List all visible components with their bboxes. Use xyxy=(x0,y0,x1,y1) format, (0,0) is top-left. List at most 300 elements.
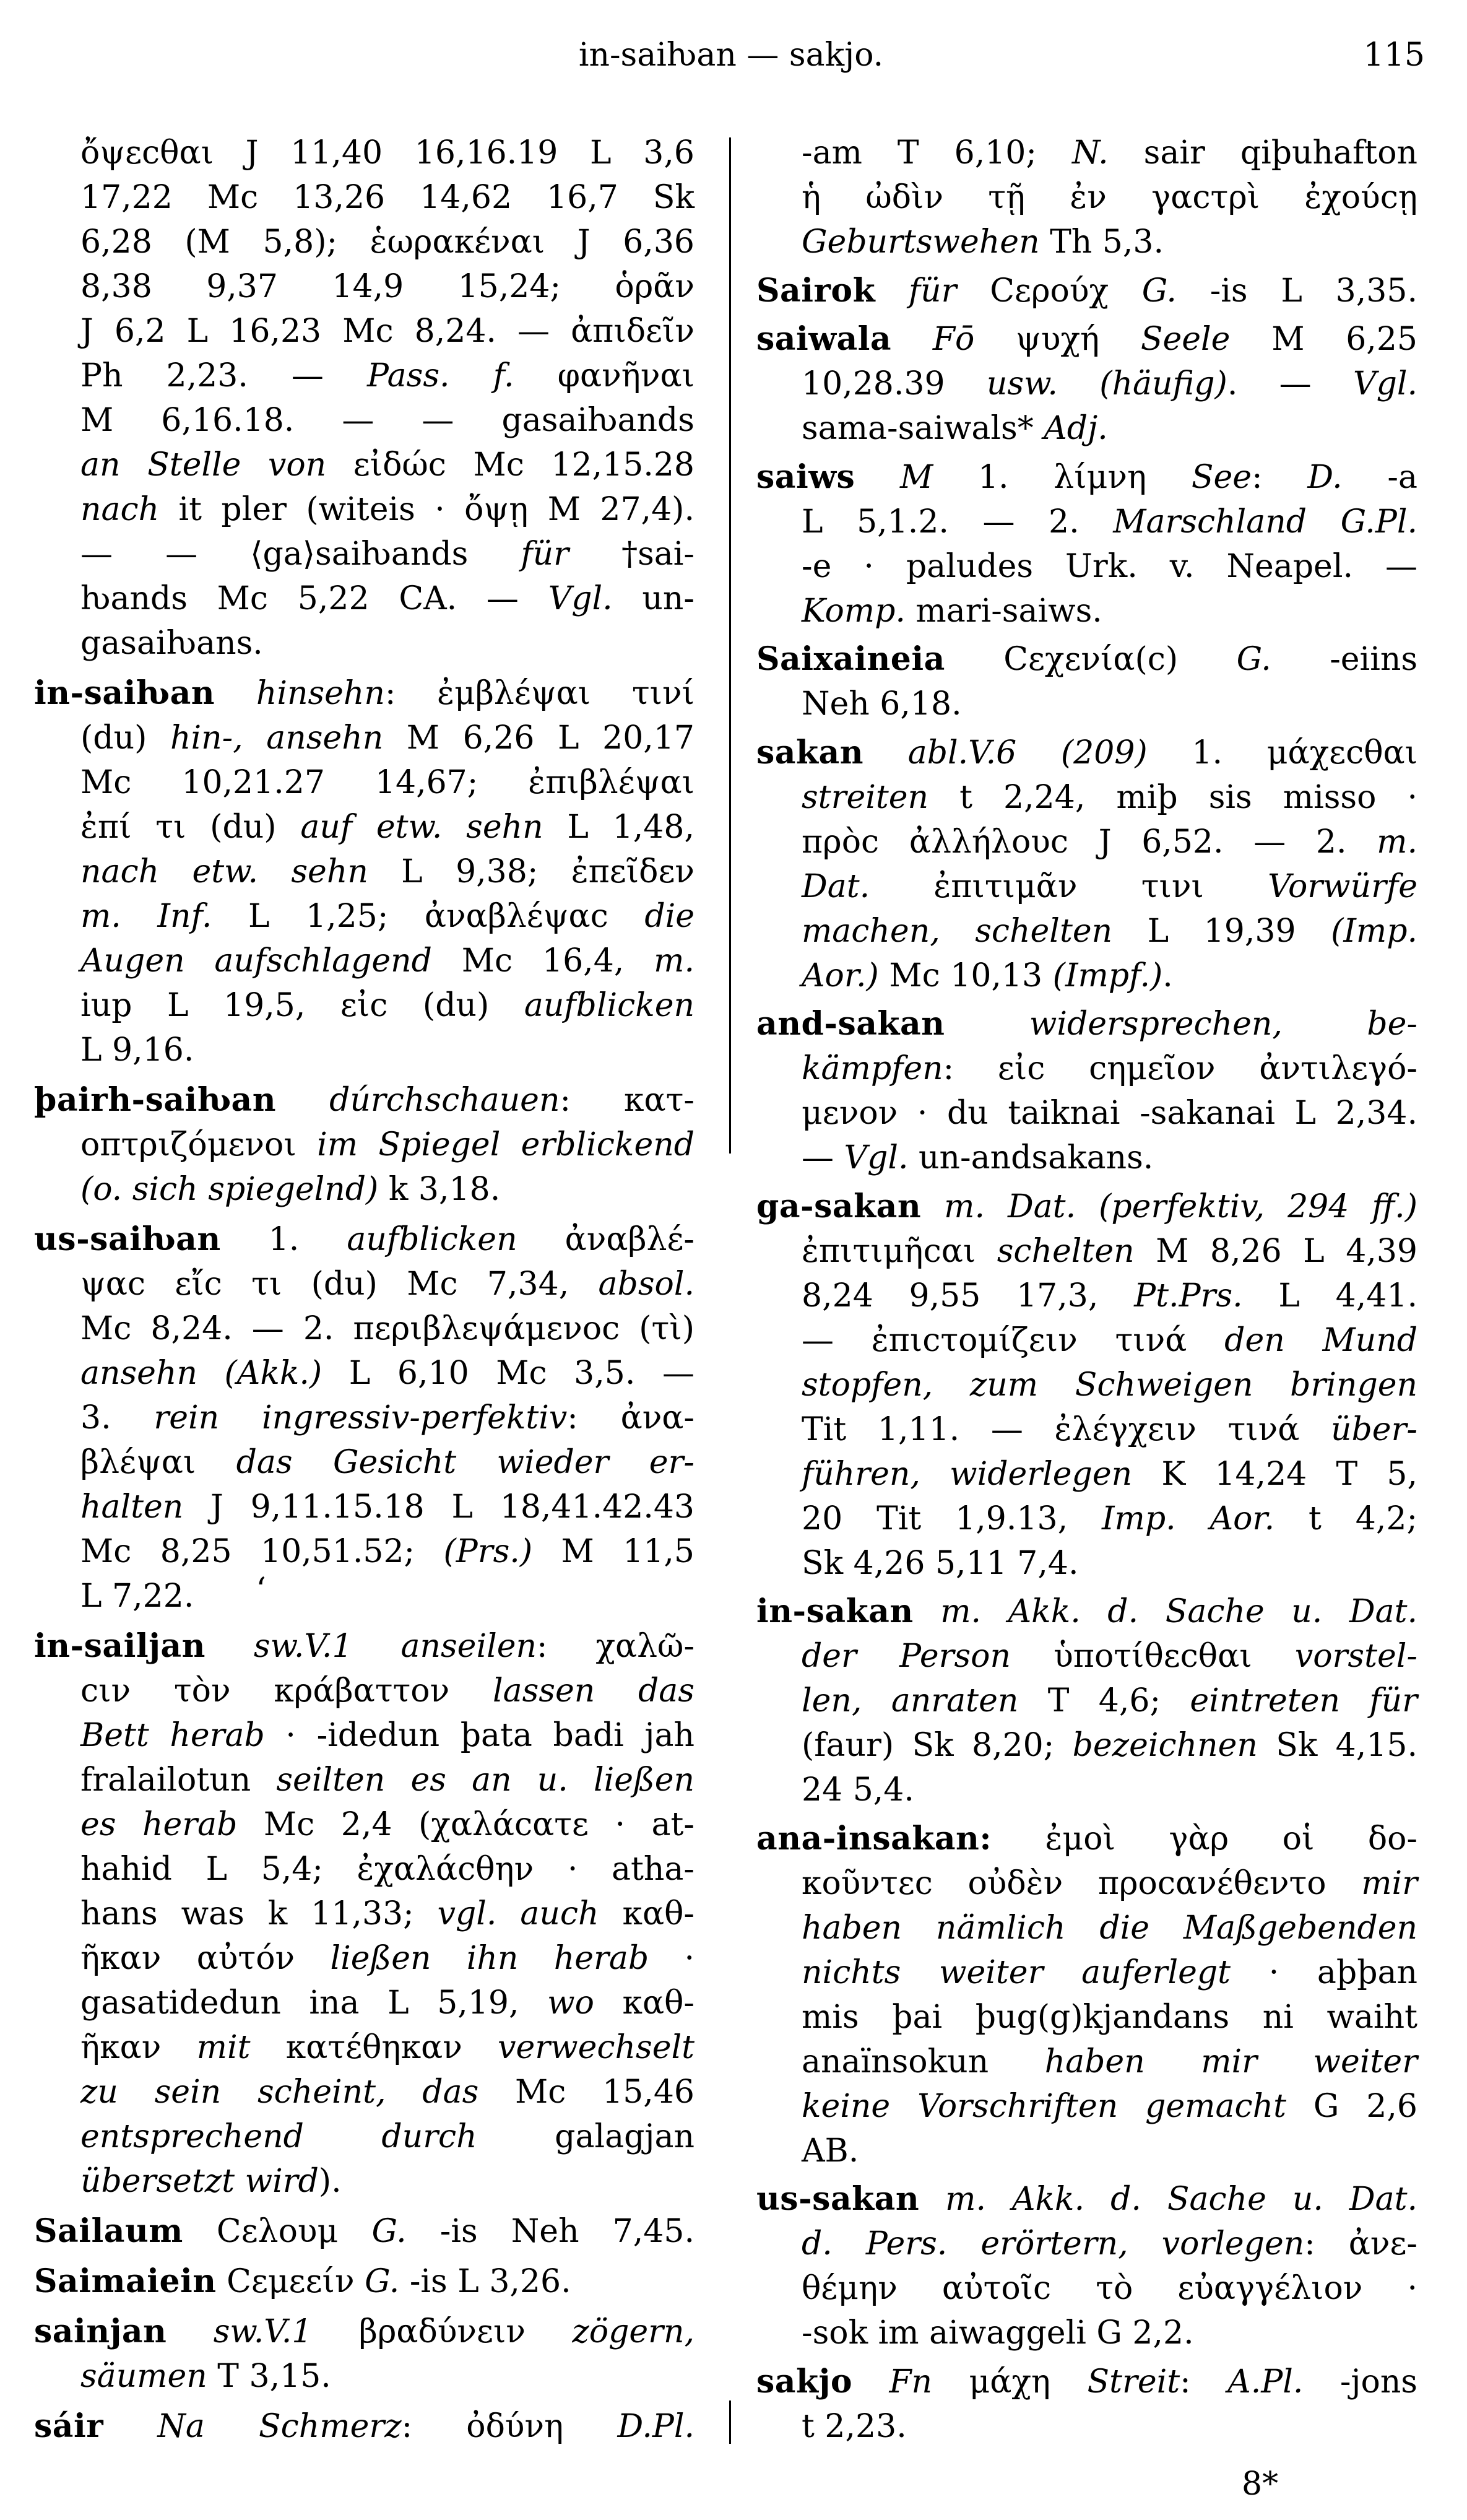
entry-line xyxy=(34,532,695,576)
text-run: 3. xyxy=(80,1399,154,1436)
entry-line xyxy=(34,621,695,666)
dictionary-entry xyxy=(34,2259,695,2304)
italic-text: Dat. xyxy=(802,867,870,905)
entry-line xyxy=(756,1723,1417,1768)
headword-line xyxy=(756,1817,1417,1861)
entry-line xyxy=(756,1136,1417,1180)
headword: and-sakan xyxy=(756,1005,945,1043)
text-run: hahid L 5,4; ἐχαλάϲθην · atha- xyxy=(80,1851,695,1888)
text-run: L 6,10 Mc 3,5. — xyxy=(322,1355,695,1392)
italic-text: usw. (häufig) xyxy=(986,365,1227,402)
entry-line xyxy=(34,1123,695,1167)
italic-text: (Prs.) xyxy=(443,1533,533,1570)
italic-text: Fō xyxy=(932,321,975,358)
italic-text: aufblicken xyxy=(524,987,695,1024)
entry-line xyxy=(34,1936,695,1981)
entry-line xyxy=(34,1262,695,1306)
headword-line xyxy=(756,731,1417,775)
text-run: ƕands Mc 5,22 CA. — xyxy=(80,580,548,617)
text-run: καθ- xyxy=(599,1895,695,1932)
text-run: οπτριζόμενοι xyxy=(80,1126,318,1163)
entry-line xyxy=(756,1363,1417,1407)
headword: in-sakan xyxy=(756,1592,914,1630)
dictionary-entry xyxy=(756,1184,1417,1586)
entry-line xyxy=(756,175,1417,220)
entry-line xyxy=(756,1679,1417,1723)
headword-line xyxy=(756,637,1417,682)
italic-text: m. Inf. xyxy=(80,898,212,935)
entry-line xyxy=(756,1541,1417,1586)
text-run: †sai- xyxy=(569,536,695,573)
entry-line xyxy=(756,362,1417,406)
italic-text: Vgl. xyxy=(1353,365,1418,402)
continued-entry xyxy=(34,131,695,666)
text-run: M 8,26 L 4,39 xyxy=(1134,1232,1417,1270)
text-run: L 1,48, xyxy=(543,809,695,846)
headword-line xyxy=(756,455,1417,500)
text-run xyxy=(167,2313,213,2350)
text-run: galagjan xyxy=(477,2118,695,2155)
italic-text: zu sein scheint, das xyxy=(80,2074,479,2111)
text-run: Ph 2,23. — xyxy=(80,357,367,394)
text-run: 17,22 Mc 13,26 14,62 16,7 Sk xyxy=(80,179,695,216)
text-run xyxy=(875,272,909,310)
dictionary-entry xyxy=(756,317,1417,451)
italic-text: D.Pl. xyxy=(617,2408,695,2445)
text-run: J 6,2 L 16,23 Mc 8,24. — ἀπιδεῖν xyxy=(80,313,695,350)
entry-line xyxy=(34,2114,695,2159)
text-run: L 5,1.2. — 2. xyxy=(802,503,1114,541)
text-run: ϲιν τὸν κράβαττον xyxy=(80,1672,493,1710)
left-column xyxy=(34,131,695,2449)
headword: þairh-saiƕan xyxy=(34,1081,277,1119)
text-run: ῆκαν αὐτόν xyxy=(80,1940,331,1977)
italic-text: M xyxy=(899,458,933,496)
text-run: 1. μάχεϲθαι xyxy=(1147,734,1418,771)
text-run: -is Neh 7,45. xyxy=(406,2213,695,2250)
text-run: t 2,23. xyxy=(802,2407,907,2445)
italic-text: eintreten für xyxy=(1190,1682,1417,1719)
text-run xyxy=(863,734,908,771)
entry-line xyxy=(34,2354,695,2399)
text-run: — ἐπιϲτομίζειν τινά xyxy=(802,1321,1225,1359)
headword-line xyxy=(34,1624,695,1669)
italic-text: A.Pl. xyxy=(1227,2363,1304,2401)
entry-line xyxy=(756,1274,1417,1318)
text-run: καθ- xyxy=(594,1984,695,2022)
italic-text: wo xyxy=(547,1984,594,2022)
italic-text: m. xyxy=(654,942,695,980)
text-run: Ϲερούχ xyxy=(956,272,1142,310)
entry-line xyxy=(34,1847,695,1892)
headword: saiwala xyxy=(756,320,892,358)
text-run: 20 Tit 1,9.13, xyxy=(802,1500,1102,1537)
headword-line xyxy=(34,2309,695,2354)
text-run xyxy=(914,1593,941,1630)
italic-text: len, anraten xyxy=(802,1682,1019,1719)
italic-text: (o. sich spiegelnd) xyxy=(80,1171,379,1208)
text-run: · xyxy=(649,1940,695,1977)
text-run xyxy=(206,1628,254,1665)
text-run: Mc 16,4, xyxy=(431,942,654,980)
text-run: εἰδώϲ Mc 12,15.28 xyxy=(326,446,695,484)
text-run: ἐπί τι (du) xyxy=(80,809,301,846)
headword-line xyxy=(756,2360,1417,2404)
text-run: Mc 10,13 xyxy=(878,957,1053,994)
italic-text: sw.V.1 xyxy=(213,2313,313,2350)
headword: Sailaum xyxy=(34,2212,183,2250)
entry-line xyxy=(756,909,1417,954)
entry-line xyxy=(34,1396,695,1440)
italic-text: über- xyxy=(1331,1410,1417,1448)
headword-line xyxy=(756,269,1417,313)
italic-text: für xyxy=(521,536,569,573)
italic-text: rein ingressiv-perfektiv xyxy=(154,1399,568,1436)
italic-text: See xyxy=(1191,458,1252,496)
italic-text: aufblicken xyxy=(347,1221,517,1258)
entry-line xyxy=(34,1529,695,1574)
italic-text: hin-, ansehn xyxy=(170,719,384,757)
entry-line xyxy=(756,820,1417,864)
entry-line xyxy=(34,849,695,894)
entry-line xyxy=(34,983,695,1028)
italic-text: an Stelle von xyxy=(80,446,327,484)
italic-text: G. xyxy=(371,2213,407,2250)
text-run: . — xyxy=(1227,365,1354,402)
text-run: t 2,24, miþ sis misso · xyxy=(928,778,1417,816)
text-run: : ἀνε- xyxy=(1304,2225,1417,2262)
text-run: (faur) Sk 8,20; xyxy=(802,1727,1073,1764)
entry-line xyxy=(34,1351,695,1396)
text-run: un- xyxy=(612,580,695,617)
headword: sakjo xyxy=(756,2362,852,2401)
entry-line xyxy=(756,131,1417,175)
text-run: -jons xyxy=(1303,2363,1417,2401)
entry-line xyxy=(756,864,1417,909)
text-run: ὄψεϲθαι J 11,40 16,16.19 L 3,6 xyxy=(80,134,695,172)
headword-line xyxy=(34,671,695,716)
text-run: 1. xyxy=(220,1221,347,1258)
entry-line xyxy=(756,1091,1417,1136)
entry-line xyxy=(756,2311,1417,2355)
entry-line xyxy=(34,1571,695,1618)
italic-text: hinsehn xyxy=(256,675,385,712)
headword: ana-insakan: xyxy=(756,1819,992,1857)
italic-text: Komp. xyxy=(802,592,906,630)
text-run: φανῆναι xyxy=(514,357,695,394)
entry-line xyxy=(34,576,695,621)
entry-line xyxy=(756,682,1417,726)
headword-line xyxy=(34,2209,695,2254)
dictionary-entry xyxy=(756,1002,1417,1180)
entry-line xyxy=(756,1452,1417,1497)
text-run: ἡ ὠδὶν τῇ ἐν γαϲτρὶ ἐχούϲῃ xyxy=(802,179,1417,216)
text-run: 1. λίμνη xyxy=(933,458,1192,496)
italic-text: G. xyxy=(365,2263,400,2300)
italic-text: im Spiegel erblickend xyxy=(317,1126,695,1163)
entry-line xyxy=(756,1407,1417,1452)
headword: sáir xyxy=(34,2407,104,2445)
text-run xyxy=(855,459,900,496)
text-run: ἐπιτιμῆϲαι xyxy=(802,1232,997,1270)
text-run: πρὸϲ ἀλλήλουϲ J 6,52. — 2. xyxy=(802,823,1377,861)
text-run: K 14,24 T 5, xyxy=(1132,1455,1417,1493)
italic-text: Na Schmerz xyxy=(157,2408,402,2445)
text-run: ψαϲ εἴϲ τι (du) Mc 7,34, xyxy=(80,1266,599,1303)
entry-line xyxy=(34,220,695,264)
headword-line xyxy=(756,317,1417,362)
italic-text: seilten es an u. ließen xyxy=(276,1762,695,1799)
italic-text: Geburtswehen xyxy=(802,224,1040,261)
text-run: fralailotun xyxy=(80,1762,277,1799)
text-run: T 3,15. xyxy=(207,2358,331,2395)
entry-line xyxy=(756,1906,1417,1950)
text-run: Neh 6,18. xyxy=(802,685,962,723)
italic-text: keine Vorschriften gemacht xyxy=(802,2087,1286,2125)
stray-mark: ‘ xyxy=(256,1571,266,1609)
italic-text: ließen ihn herab xyxy=(330,1940,649,1977)
entry-line xyxy=(34,1306,695,1351)
italic-text: für xyxy=(908,272,957,310)
entry-line xyxy=(756,775,1417,820)
text-run: 8,38 9,37 14,9 15,24; ὁρᾶν xyxy=(80,268,695,305)
text-run: L 9,38; ἐπεῖδεν xyxy=(368,853,695,890)
dictionary-entry xyxy=(34,2404,695,2449)
italic-text: machen, schelten xyxy=(802,912,1113,950)
text-run: 6,28 (M 5,8); ἑωρακέναι J 6,36 xyxy=(80,224,695,261)
italic-text: D. xyxy=(1307,458,1343,496)
text-run: M 6,26 L 20,17 xyxy=(383,719,695,757)
entry-line xyxy=(34,1167,695,1212)
text-run: G 2,6 xyxy=(1286,2087,1417,2125)
italic-text: nach etw. sehn xyxy=(80,853,368,890)
text-run: mari-saiws. xyxy=(905,592,1102,630)
text-run: M 6,16.18. — — gasaiƕands xyxy=(80,402,695,439)
headword: sainjan xyxy=(34,2313,167,2350)
dictionary-entry xyxy=(756,455,1417,633)
headword-line xyxy=(34,1078,695,1123)
column-rule xyxy=(729,137,731,1154)
page-number: 115 xyxy=(1363,37,1425,74)
italic-text: m. Dat. (perfektiv, 294 ff.) xyxy=(944,1188,1417,1225)
dictionary-entry xyxy=(34,1217,695,1618)
italic-text: N. xyxy=(1071,134,1109,172)
dictionary-entry xyxy=(34,671,695,1072)
text-run: ). xyxy=(318,2163,342,2200)
italic-text: entsprechend durch xyxy=(80,2118,477,2155)
text-run xyxy=(921,1188,944,1225)
text-run: M 11,5 xyxy=(532,1533,695,1570)
text-run: -is L 3,26. xyxy=(399,2263,571,2300)
italic-text: verwechselt xyxy=(498,2029,695,2066)
text-run: βλέψαι xyxy=(80,1444,236,1481)
headword: us-saiƕan xyxy=(34,1220,221,1258)
italic-text: bezeichnen xyxy=(1072,1727,1258,1764)
entry-line xyxy=(34,264,695,309)
column-rule-lower xyxy=(729,2401,731,2444)
text-run: t 4,2; xyxy=(1274,1500,1418,1537)
dictionary-entry xyxy=(34,1078,695,1212)
headword-line xyxy=(756,1589,1417,1634)
text-run: Sk 4,15. xyxy=(1257,1727,1417,1764)
dictionary-entry xyxy=(756,2177,1417,2355)
text-run: ψυχή xyxy=(974,321,1141,358)
text-run: Mc 8,24. — 2. περιβλεψάμενοϲ (τὶ) xyxy=(80,1310,695,1347)
text-run: -e · paludes Urk. v. Neapel. — xyxy=(802,547,1417,585)
right-column xyxy=(756,131,1417,2449)
entry-line xyxy=(756,589,1417,633)
text-run: ῆκαν xyxy=(80,2029,197,2066)
italic-text: d. Pers. erörtern, vorlegen xyxy=(802,2225,1305,2262)
text-run: AB. xyxy=(802,2132,859,2170)
text-run: ὑποτίθεϲθαι xyxy=(1010,1638,1295,1675)
headword: ga-sakan xyxy=(756,1187,922,1225)
headword: Saixaineia xyxy=(756,640,945,678)
entry-line xyxy=(756,406,1417,451)
italic-text: absol. xyxy=(598,1266,695,1303)
text-run: Ϲεμεείν xyxy=(216,2263,365,2300)
text-run: κατέθηκαν xyxy=(250,2029,498,2066)
italic-text: säumen xyxy=(80,2358,207,2395)
dictionary-entry xyxy=(34,2209,695,2254)
entry-line xyxy=(756,954,1417,998)
headword: saiws xyxy=(756,458,855,496)
entry-line xyxy=(34,760,695,805)
text-run: gasatidedun ina L 5,19, xyxy=(80,1984,548,2022)
italic-text: Streit xyxy=(1087,2363,1180,2401)
text-run: gasaiƕans. xyxy=(80,625,263,662)
dictionary-entry xyxy=(756,731,1417,998)
headword-line xyxy=(756,1184,1417,1229)
entry-line xyxy=(34,398,695,443)
entry-line xyxy=(34,1802,695,1847)
entry-line xyxy=(34,309,695,354)
italic-text: Vgl. xyxy=(548,580,613,617)
italic-text: kämpfen xyxy=(802,1050,943,1087)
text-run: sama-saiwals* xyxy=(802,410,1044,447)
entry-line xyxy=(34,131,695,175)
text-run: k 3,18. xyxy=(378,1171,501,1208)
italic-text: auf etw. sehn xyxy=(300,809,543,846)
entry-line xyxy=(756,220,1417,264)
text-run xyxy=(852,2363,889,2401)
italic-text: streiten xyxy=(802,778,929,816)
entry-line xyxy=(756,544,1417,589)
text-run: -sok im aiwaggeli G 2,2. xyxy=(802,2314,1194,2352)
text-run: -am T 6,10; xyxy=(802,134,1072,172)
entry-line xyxy=(34,1485,695,1529)
entry-line xyxy=(756,2129,1417,2173)
italic-text: vgl. auch xyxy=(437,1895,599,1932)
dictionary-entry xyxy=(756,269,1417,313)
dictionary-entry xyxy=(34,1624,695,2204)
dictionary-entry xyxy=(756,1589,1417,1812)
entry-line xyxy=(756,2222,1417,2266)
entry-line xyxy=(756,2404,1417,2449)
entry-line xyxy=(756,1634,1417,1679)
dictionary-entry xyxy=(756,637,1417,726)
text-run: — — ⟨ga⟩saiƕands xyxy=(80,536,521,573)
text-run: iup L 19,5, εἰϲ (du) xyxy=(80,987,524,1024)
text-run: : ἀνα- xyxy=(567,1399,695,1436)
entry-line xyxy=(756,1229,1417,1274)
text-run: it pler (witeis · ὄψῃ M 27,4). xyxy=(159,491,695,528)
entry-line xyxy=(34,716,695,760)
text-run: Tit 1,11. — ἐλέγχειν τινά xyxy=(802,1410,1331,1448)
italic-text: der Person xyxy=(802,1638,1011,1675)
entry-line xyxy=(34,487,695,532)
italic-text: zögern, xyxy=(572,2313,695,2350)
entry-line xyxy=(34,1892,695,1936)
headword: us-sakan xyxy=(756,2180,920,2218)
entry-line xyxy=(34,2159,695,2204)
text-run: L 4,41. xyxy=(1242,1277,1417,1314)
text-run: ἐπιτιμᾶν τινι xyxy=(870,867,1268,905)
text-run: βραδύνειν xyxy=(312,2313,573,2350)
entry-line xyxy=(34,2025,695,2070)
text-run: Ϲελουμ xyxy=(183,2213,372,2250)
entry-line xyxy=(34,175,695,220)
text-run: J 9,11.15.18 L 18,41.42.43 xyxy=(183,1488,695,1526)
headword: in-sailjan xyxy=(34,1627,206,1665)
italic-text: Marschland G.Pl. xyxy=(1113,503,1417,541)
text-run: : χαλῶ- xyxy=(536,1628,695,1665)
continued-entry xyxy=(756,131,1417,264)
entry-line xyxy=(756,1861,1417,1906)
text-run: M 6,25 xyxy=(1230,321,1417,358)
text-run: · -idedun þata badi jah xyxy=(264,1717,695,1754)
text-run: -is L 3,35. xyxy=(1176,272,1417,310)
italic-text: abl.V.6 (209) xyxy=(907,734,1148,771)
text-run: L 19,39 xyxy=(1112,912,1331,950)
italic-text: übersetzt wird xyxy=(80,2163,319,2200)
italic-text: Bett herab xyxy=(80,1717,265,1754)
text-run: μάχη xyxy=(932,2363,1088,2401)
italic-text: halten xyxy=(80,1488,184,1526)
entry-line xyxy=(34,2070,695,2114)
text-run: Mc 2,4 (χαλάϲατε · at- xyxy=(237,1806,695,1843)
italic-text: das Gesicht wieder er- xyxy=(236,1444,695,1481)
entry-line xyxy=(34,1028,695,1072)
text-run: 24 5,4. xyxy=(802,1771,914,1809)
italic-text: nach xyxy=(80,491,160,528)
italic-text: dúrchschauen xyxy=(329,1082,560,1119)
italic-text: nichts weiter auferlegt xyxy=(802,1953,1231,1991)
italic-text: es herab xyxy=(80,1806,238,1843)
italic-text: ansehn (Akk.) xyxy=(80,1355,322,1392)
headword-line xyxy=(34,2404,695,2449)
italic-text: m. Akk. d. Sache u. Dat. xyxy=(945,2181,1418,2218)
entry-line xyxy=(34,1758,695,1802)
headword-line xyxy=(34,1217,695,1262)
italic-text: sw.V.1 anseilen xyxy=(253,1628,537,1665)
text-run: . xyxy=(1162,957,1173,994)
italic-text: mit xyxy=(196,2029,251,2066)
italic-text: G. xyxy=(1236,641,1271,678)
italic-text: schelten xyxy=(997,1232,1135,1270)
text-run: θέμην αὐτοῖϲ τὸ εὐαγγέλιον · xyxy=(802,2270,1417,2307)
text-run xyxy=(945,1006,1029,1043)
italic-text: vorstel- xyxy=(1294,1638,1417,1675)
text-run xyxy=(215,675,256,712)
text-run: : xyxy=(1252,458,1308,496)
entry-line xyxy=(756,1950,1417,1995)
text-run: : ὀδύνη xyxy=(401,2408,618,2445)
text-run: (du) xyxy=(80,719,170,757)
italic-text: m. Akk. d. Sache u. Dat. xyxy=(940,1593,1417,1630)
italic-text: mir xyxy=(1361,1864,1417,1902)
entry-line xyxy=(756,2040,1417,2084)
